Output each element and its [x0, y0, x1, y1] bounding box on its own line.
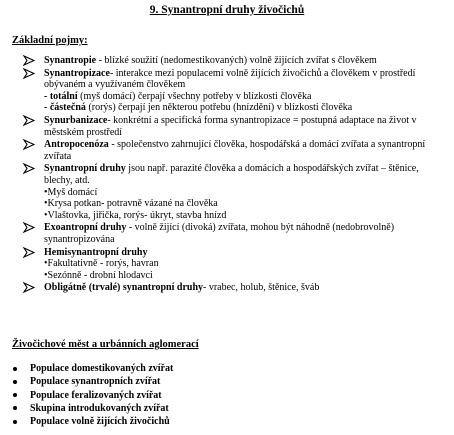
term: Synantropizace: [44, 67, 110, 79]
section-heading-basic-terms: Základní pojmy:: [12, 35, 88, 46]
page-title: 9. Synantropní druhy živočichů: [149, 4, 305, 16]
list-item: [0, 282, 454, 294]
population-label: Populace synantropních zvířat: [30, 376, 161, 388]
list-item: [0, 390, 454, 403]
sub-item: [44, 91, 440, 103]
sub-item: •Krysa potkan- potravně vázané na člověka: [44, 198, 218, 210]
sub-item: •Fakultativně - rorýs, havran: [44, 258, 159, 270]
list-item: [0, 139, 454, 162]
population-label: Populace domestikovaných zvířat: [30, 363, 174, 374]
arrowhead-bullet-icon: [23, 139, 35, 150]
list-item: [0, 376, 454, 389]
term: Obligátně (trvalé) synantropní druhy: [44, 282, 203, 294]
definition: - vrabec, holub, štěnice, šváb: [203, 282, 320, 294]
list-item: [0, 163, 454, 221]
round-bullet-icon: [13, 406, 17, 410]
sub-item: •Sezónně - drobní hlodavci: [44, 269, 153, 281]
arrowhead-bullet-icon: [23, 68, 35, 79]
sub-definition: (rorýs) čerpají jen některou potřebu (hnízdění) v blízkosti člověka: [85, 102, 353, 114]
list-item: [0, 222, 454, 245]
term: Synantropie: [44, 55, 97, 66]
sub-item: •Myš domácí: [44, 186, 98, 198]
term: Hemisynantropní druhy: [44, 246, 148, 258]
sub-item: [44, 102, 440, 114]
definition: - konkrétní a specifická forma synantropizace = postupná adaptace na život v městském prostředí: [44, 114, 417, 138]
list-item: [0, 247, 454, 282]
definition: - volně žijící (divoká) zvířata, mohou být náhodně (nedobrovolně) synantropizována: [44, 222, 395, 245]
term: Synurbanizace: [44, 114, 108, 126]
sub-term: - částečná: [44, 102, 86, 114]
arrowhead-bullet-icon: [23, 222, 35, 233]
arrowhead-bullet-icon: [23, 247, 35, 258]
list-item: [0, 68, 454, 114]
sub-term: - totální: [44, 90, 78, 102]
round-bullet-icon: [13, 420, 17, 424]
arrowhead-bullet-icon: [23, 115, 35, 126]
term: Synantropní druhy: [44, 163, 126, 175]
definition: - interakce mezi populacemi volně žijících živočichů a člověkem v prostředí obývaném a využívaném člověkem: [44, 67, 416, 91]
list-item: [0, 55, 454, 67]
list-item: [0, 363, 454, 376]
round-bullet-icon: [13, 367, 17, 371]
section-heading-urban-animals: Živočichové měst a urbánních aglomerací: [12, 339, 199, 350]
arrowhead-bullet-icon: [23, 282, 35, 293]
population-label: Populace feralizovaných zvířat: [30, 389, 162, 401]
sub-definition: (myš domácí) čerpají všechny potřeby v blízkosti člověka: [77, 90, 312, 102]
population-label: Skupina introdukovaných zvířat: [30, 402, 169, 414]
round-bullet-icon: [13, 380, 17, 384]
definition: jsou např. parazité člověka a domácích a hospodářských zvířat – štěnice, blechy, atd.: [44, 163, 419, 186]
term: Exoantropní druhy: [44, 222, 127, 234]
definition: - blízké soužití (nedomestikovaných) volně žijících zvířat s člověkem: [96, 55, 377, 66]
definition: - společenstvo zahrnující člověka, hospodářská a domácí zvířata a synantropní zvířata: [44, 139, 426, 162]
arrowhead-bullet-icon: [23, 55, 35, 66]
population-list: [0, 363, 454, 429]
arrowhead-bullet-icon: [23, 163, 35, 174]
list-item: [0, 416, 454, 429]
list-item: [0, 403, 454, 416]
sub-item: •Vlaštovka, jiřička, rorýs- úkryt, stavba hnízd: [44, 209, 227, 221]
terms-list: [0, 55, 454, 295]
term: Antropocenóza: [44, 139, 109, 151]
round-bullet-icon: [13, 393, 17, 397]
list-item: [0, 115, 454, 138]
population-label: Populace volně žijících živočichů: [30, 416, 170, 428]
